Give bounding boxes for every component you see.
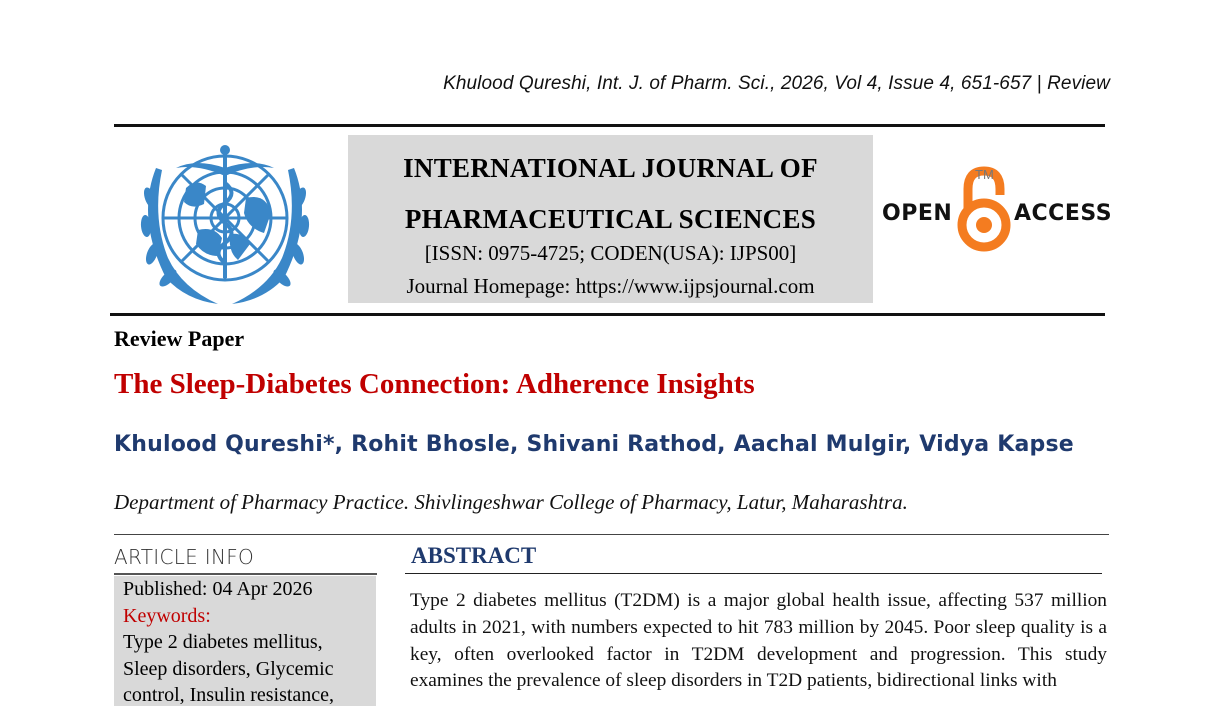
article-info-box [114, 576, 376, 706]
keywords-label: Keywords: [123, 604, 211, 627]
abstract-rule [405, 573, 1102, 574]
paper-type-label: Review Paper [114, 326, 245, 351]
journal-emblem-icon [126, 138, 324, 306]
section-divider-rule [114, 534, 1109, 535]
masthead-top-rule [114, 124, 1105, 127]
abstract-heading: ABSTRACT [411, 543, 537, 568]
journal-title-line-1: INTERNATIONAL JOURNAL OF [403, 153, 818, 183]
running-head-citation: Khulood Qureshi, Int. J. of Pharm. Sci., 2026, Vol 4, Issue 4, 651-657 | Review [443, 73, 1110, 94]
masthead-bottom-rule [110, 313, 1105, 316]
open-access-open-label: OPEN [882, 201, 953, 226]
published-date: Published: 04 Apr 2026 [123, 578, 313, 600]
paper-title: The Sleep-Diabetes Connection: Adherence Insights [114, 368, 755, 400]
keyword-line: Sleep disorders, Glycemic [123, 657, 334, 680]
journal-issn: [ISSN: 0975-4725; CODEN(USA): IJPS00] [424, 241, 797, 265]
article-info-heading: ARTICLE INFO [114, 545, 255, 569]
journal-title-line-2: PHARMACEUTICAL SCIENCES [404, 204, 817, 234]
open-access-access-label: ACCESS [1014, 201, 1113, 226]
abstract-body: Type 2 diabetes mellitus (T2DM) is a major global health issue, affecting 537 million adults in 2021, with numbers expected to hit 783 million by 2045. Poor sleep quality is a key, often overlooked factor in T2DM development and progression. This study examines the prevalence of sleep disorders in T2D patients, bidirectional links with [410, 590, 1107, 692]
open-access-logo [880, 165, 1113, 255]
keyword-line: Type 2 diabetes mellitus, [123, 631, 323, 653]
journal-homepage: Journal Homepage: https://www.ijpsjournal.com [406, 274, 815, 298]
keyword-line: control, Insulin resistance, [123, 684, 335, 706]
open-access-trademark: TM [975, 167, 994, 182]
journal-masthead-box [348, 135, 873, 303]
author-affiliation: Department of Pharmacy Practice. Shivlingeshwar College of Pharmacy, Latur, Maharashtra. [114, 490, 908, 514]
article-info-rule [114, 573, 377, 575]
author-list: Khulood Qureshi*, Rohit Bhosle, Shivani Rathod, Aachal Mulgir, Vidya Kapse [114, 432, 1074, 457]
